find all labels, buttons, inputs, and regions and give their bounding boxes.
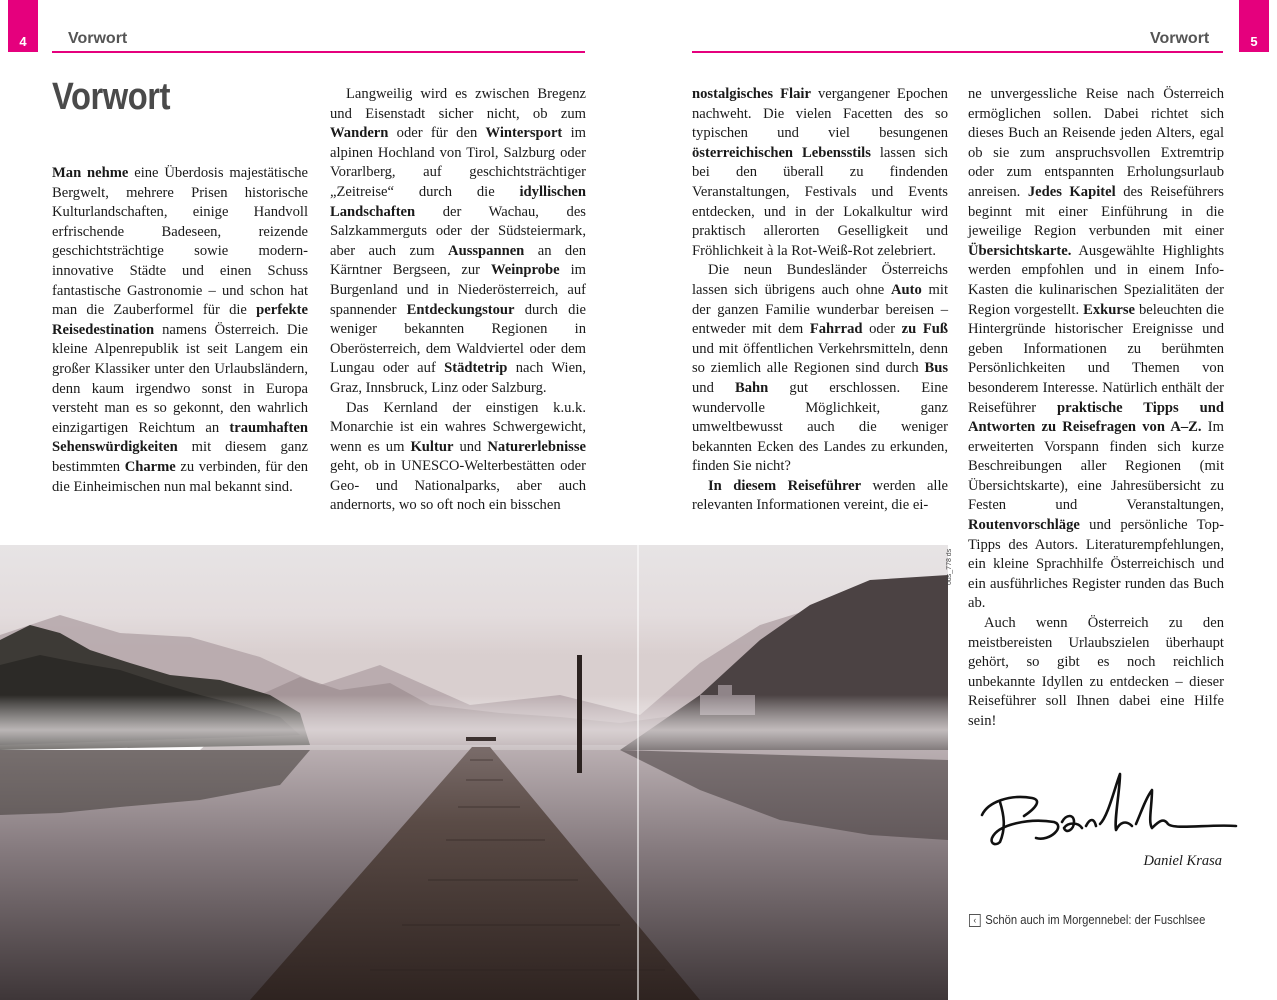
lake-jetty-photo <box>0 545 948 1000</box>
text-run: vergangener Epochen nachweht. Die vielen Facetten des so typischen und viel besungenen <box>692 86 948 142</box>
text-run: an den Kärntner Bergseen, zur <box>330 242 586 279</box>
body-paragraph <box>52 164 308 497</box>
photo-code: ods_778 ds <box>946 548 953 585</box>
text-run: beleuchten die Hintergründe historischer Ereignisse und geben Informationen zu berühmten Persönlichkeiten und Themen von besonderem Interesse. Natürlich enthält der Reiseführer <box>968 301 1224 416</box>
body-paragraph <box>968 614 1224 732</box>
text-run: der Wachau, des Salzkammerguts oder der Südsteiermark, aber auch zum <box>330 203 586 259</box>
bold-phrase: Städtetrip <box>444 360 508 377</box>
text-run: und persönliche Top-Tipps des Autors. Literaturempfehlungen, ein kleine Sprachhilfe Österreichisch und ein ausführliches Register runden das Buch ab. <box>968 517 1224 612</box>
body-column-4 <box>968 85 1224 732</box>
bold-phrase: traumhaften Sehenswürdigkeiten <box>52 419 308 456</box>
bold-phrase: Bus <box>924 360 948 377</box>
text-run: eine Überdosis majestätische Bergwelt, mehrere Prisen historische Kulturlandschaften, einige Handvoll erfrischende Badeseen, reizende geschichtsträchtige sowie modern-innovative Städte und einen Schuss fantastische Gastronomie – und schon hat man die Zauberformel für die <box>52 165 308 319</box>
text-run: oder <box>862 321 902 338</box>
text-run: im alpinen Hochland von Tirol, Salzburg oder Vorarlberg, auf geschichtsträchtiger „Zeitreise“ durch die <box>330 125 586 200</box>
text-run: mit diesem ganz bestimmten <box>52 439 308 475</box>
chapter-title: Vorwort <box>52 76 171 118</box>
photo-caption <box>969 913 1205 927</box>
bold-phrase: idyllischen Landschaften <box>330 183 586 220</box>
bold-phrase: Man nehme <box>52 165 129 181</box>
page-number-right: 5 <box>1239 0 1269 52</box>
bold-phrase: Entdeckungstour <box>406 301 515 318</box>
running-head-right: Vorwort <box>1150 30 1210 47</box>
bold-phrase: Bahn <box>735 379 769 396</box>
bold-phrase: Ausspannen <box>448 242 525 259</box>
bold-phrase: Exkurse <box>1083 301 1135 318</box>
text-run: werden alle relevanten Informationen vereint, die ei- <box>692 477 949 514</box>
bold-phrase: Übersichtskarte. <box>968 242 1072 259</box>
text-run: Auch wenn Österreich zu den meistbereisten Urlaubszielen überhaupt gehört, so gibt es noch reichlich unbekannte Idyllen zu entdecken – dieser Reiseführer soll Ihnen dabei eine Hilfe sein! <box>968 615 1224 729</box>
text-run: Langweilig wird es zwischen Bregenz und Eisenstadt sicher nicht, ob zum <box>330 86 586 122</box>
bold-phrase: Auto <box>891 281 922 298</box>
bold-phrase: österreichischen Lebensstils <box>692 144 871 161</box>
text-run: lassen sich bei den überall zu findenden Veranstaltungen, Festivals und Events entdecken, und in der Lokalkultur wird praktisch allerorten Geselligkeit und Fröhlichkeit à la Rot-Weiß-Rot zelebriert. <box>692 144 948 259</box>
text-run: gut erschlossen. Eine wundervolle Möglichkeit, ganz umweltbewusst auch die weniger bekannten Ecken des Landes zu erkunden, finden Sie nicht? <box>692 379 948 475</box>
body-paragraph <box>330 399 586 517</box>
left-arrow-box-icon: ‹ <box>969 914 981 927</box>
text-run: Ausgewählte Highlights werden empfohlen und in einem Info-Kasten die kulinarischen Spezialitäten der Region vorgestellt. <box>968 242 1224 318</box>
body-column-1 <box>52 164 308 497</box>
text-run: Im erweiterten Vorspann finden sich kurze Beschreibungen aller Regionen (mit Übersichtskarte), eine Jahresübersicht zu Festen und Veranstaltungen, <box>968 419 1224 514</box>
body-paragraph <box>692 261 948 477</box>
body-column-2 <box>330 85 586 516</box>
text-run: und mit öffentlichen Verkehrsmitteln, denn so ziemlich alle Regionen sind durch <box>692 340 948 377</box>
body-paragraph <box>692 477 948 516</box>
running-head-left: Vorwort <box>68 30 128 47</box>
bold-phrase: Jedes Kapitel <box>1027 183 1116 200</box>
text-run: durch die weniger bekannten Regionen in Oberösterreich, dem Waldviertel oder dem Lungau oder auf <box>330 301 586 377</box>
photo-caption-text: Schön auch im Morgennebel: der Fuschlsee <box>985 913 1206 927</box>
text-run: nach Wien, Graz, Innsbruck, Linz oder Salzburg. <box>330 360 587 396</box>
bold-phrase: Wintersport <box>485 125 563 142</box>
signature-name: Daniel Krasa <box>1143 853 1222 869</box>
text-run: Das Kernland der einstigen k.u.k. Monarchie ist ein wahres Schwergewicht, wenn es um <box>330 399 586 455</box>
text-run: zu verbinden, für den die Einheimischen nun mal bekannt sind. <box>52 458 308 495</box>
bold-phrase: perfekte Reisedestination <box>52 302 308 338</box>
bold-phrase: In diesem Reiseführer <box>708 477 862 494</box>
bold-phrase: praktische Tipps und Antworten zu Reisefragen von A–Z. <box>968 399 1224 436</box>
header-rule-left <box>52 51 585 53</box>
text-run: des Reiseführers beginnt mit einer Einführung in die jeweilige Region verbunden mit einer <box>968 183 1224 240</box>
page-number-left: 4 <box>8 0 38 52</box>
bold-phrase: Weinprobe <box>490 262 560 279</box>
bold-phrase: Wandern <box>330 125 389 142</box>
bold-phrase: Charme <box>124 458 176 475</box>
body-paragraph <box>330 85 586 399</box>
text-run: mit der ganzen Familie wunderbar bereisen – entweder mit dem <box>692 281 949 338</box>
bold-phrase: Fahrrad <box>809 321 863 338</box>
page-gutter <box>637 545 639 1000</box>
text-run: oder für den <box>388 125 486 142</box>
header-rule-right <box>692 51 1223 53</box>
text-run: geht, ob in UNESCO-Welterbestätten oder Geo- und Nationalparks, aber auch andernorts, wo so oft noch ein bisschen <box>330 458 586 514</box>
bold-phrase: Naturerlebnisse <box>487 438 586 455</box>
text-run: und <box>692 379 736 396</box>
text-run: im Burgenland und in Niederösterreich, auf spannender <box>330 262 586 318</box>
text-run: ne unvergessliche Reise nach Österreich ermöglichen sollen. Dabei richtet sich dieses Buch an Reisende jeden Alters, egal ob sie zum anspruchsvollen Extremtrip oder zum entspannten Erholungsurlaub anreisen. <box>968 86 1224 200</box>
bold-phrase: Kultur <box>410 438 454 455</box>
bold-phrase: nostalgisches Flair <box>692 86 811 102</box>
text-run: namens Österreich. Die kleine Alpenrepublik ist seit Langem ein großer Klassiker unter den Urlaubsländern, denn kaum irgendwo sonst in Europa versteht man es so gekonnt, den wahrlich einzigartigen Reichtum an <box>52 321 308 436</box>
body-column-3 <box>692 85 948 516</box>
bold-phrase: zu Fuß <box>901 321 949 338</box>
bold-phrase: Routenvorschläge <box>968 517 1080 534</box>
body-paragraph <box>692 85 948 261</box>
text-run: Die neun Bundesländer Österreichs lassen sich übrigens auch ohne <box>692 262 948 298</box>
body-paragraph <box>968 85 1224 614</box>
text-run: und <box>453 438 488 455</box>
author-signature <box>970 760 1240 855</box>
